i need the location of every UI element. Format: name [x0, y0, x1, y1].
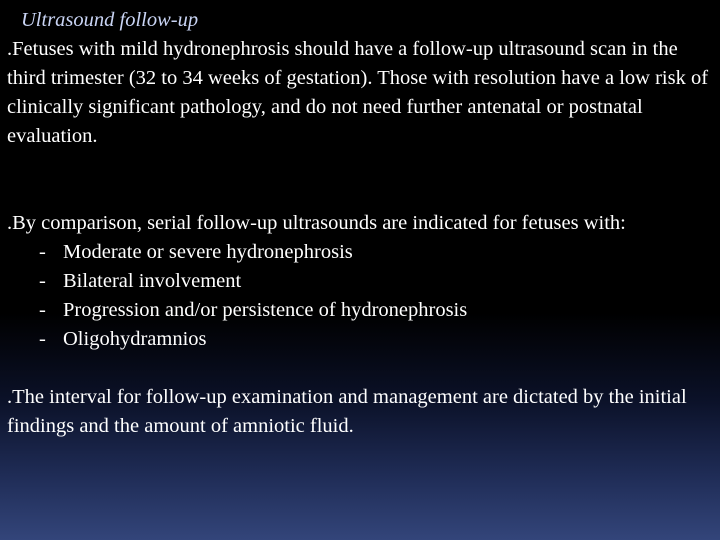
paragraph-serial-followup: .By comparison, serial follow-up ultrasounds are indicated for fetuses with:	[7, 212, 626, 234]
list-item-text: Bilateral involvement	[63, 270, 242, 292]
list-item	[7, 325, 713, 354]
paragraph-mild-hydronephrosis: .Fetuses with mild hydronephrosis should have a follow-up ultrasound scan in the third trimester (32 to 34 weeks of gestation). Those with resolution have a low risk of clinically significant pathology, and do not need further antenatal or postnatal evaluation.	[7, 38, 709, 147]
paragraph-interval: .The interval for follow-up examination and management are dictated by the initial findings and the amount of amniotic fluid.	[7, 386, 687, 437]
list-item	[7, 267, 713, 296]
indication-list	[7, 238, 713, 354]
list-item-text: Progression and/or persistence of hydronephrosis	[63, 299, 468, 321]
slide-content	[7, 6, 713, 441]
list-item-text: Oligohydramnios	[63, 328, 207, 350]
spacer	[7, 151, 713, 209]
bullet-dash: -	[39, 241, 46, 263]
spacer	[7, 354, 713, 383]
bullet-dash: -	[39, 270, 46, 292]
bullet-dash: -	[39, 328, 46, 350]
list-item	[7, 238, 713, 267]
slide-title: Ultrasound follow-up	[21, 9, 199, 31]
bullet-dash: -	[39, 299, 46, 321]
list-item	[7, 296, 713, 325]
list-item-text: Moderate or severe hydronephrosis	[63, 241, 353, 263]
